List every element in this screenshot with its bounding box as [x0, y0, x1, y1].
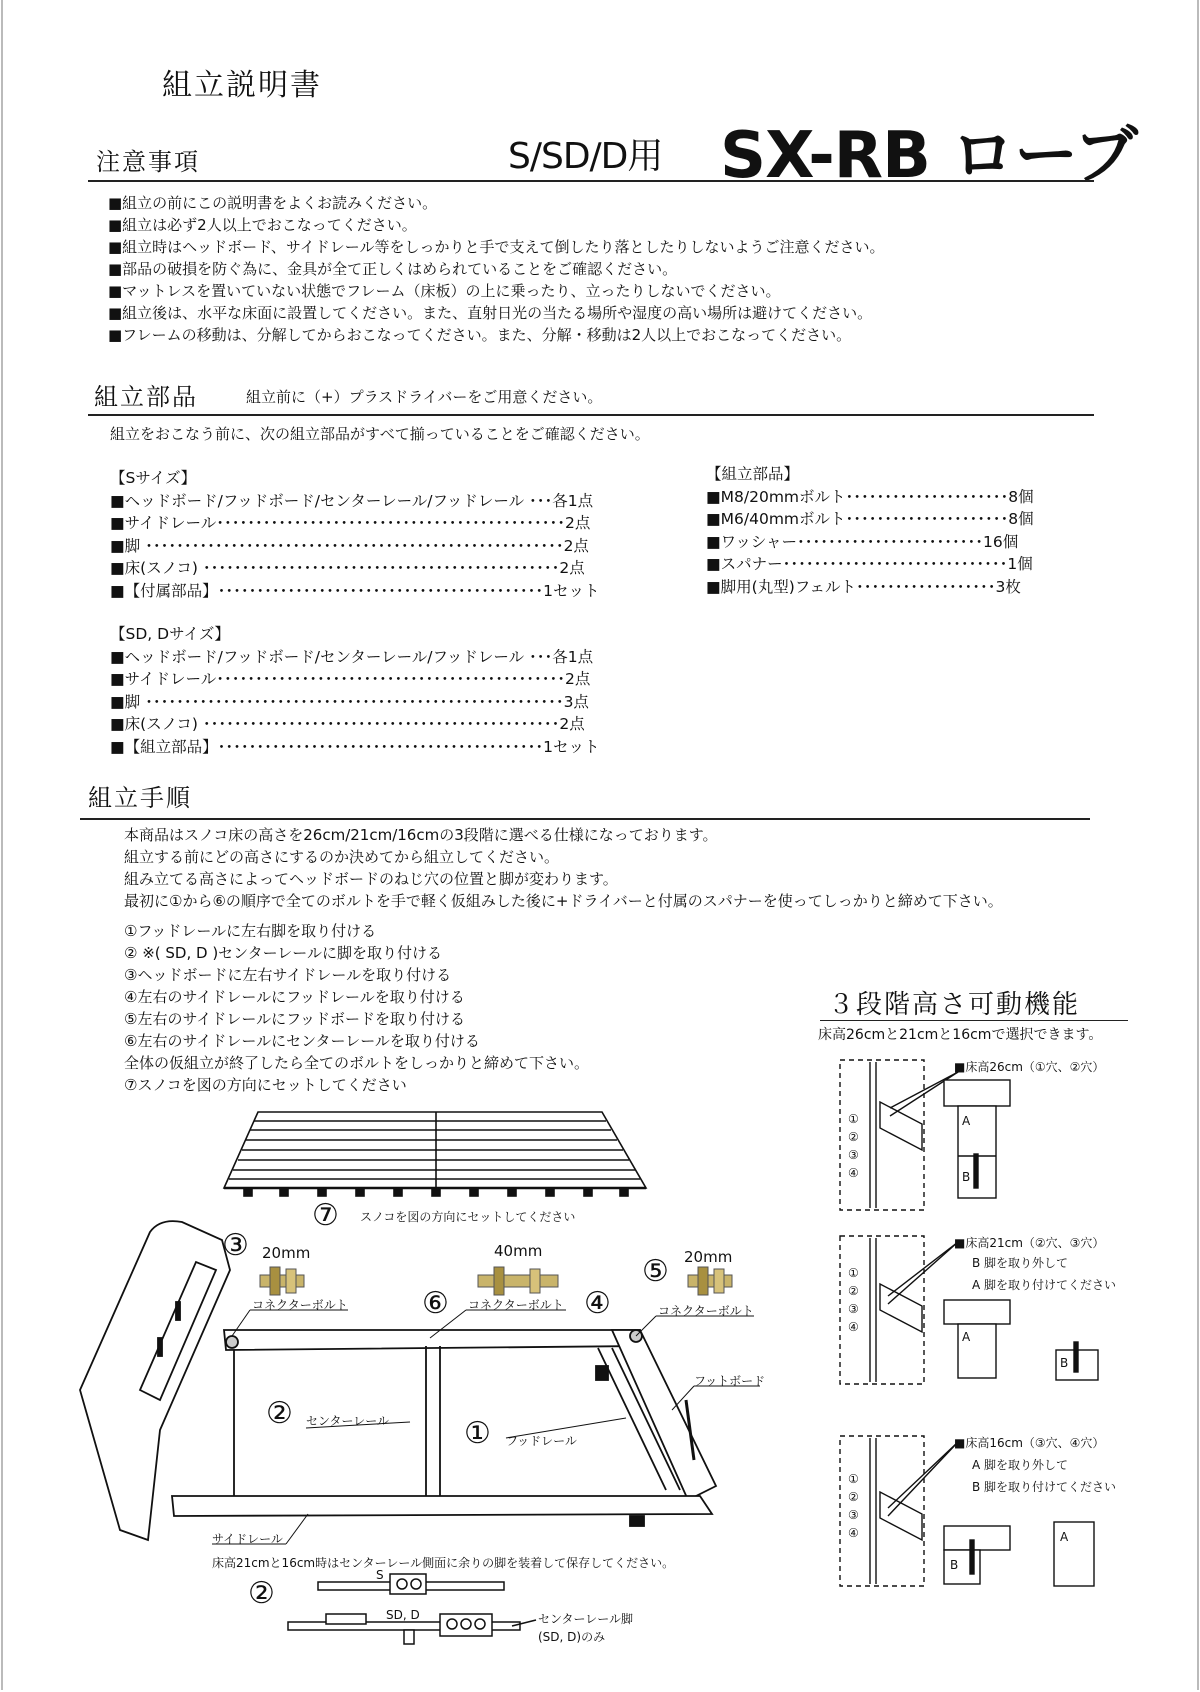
hardware-item: ■M6/40mmボルト･････････････････････8個 — [706, 510, 1034, 528]
procedure-step: ⑤左右のサイドレールにフッドボードを取り付ける — [124, 1010, 466, 1028]
step7-number: ⑦ — [312, 1198, 339, 1233]
procedure-step: 全体の仮組立が終了したら全てのボルトをしっかりと締めて下さい。 — [124, 1054, 590, 1072]
part-item: ■脚 ･･････････････････････････････････････････････････････3点 — [110, 692, 589, 711]
hardware-item: ■スパナー･････････････････････････････1個 — [706, 555, 1033, 573]
step2-number: ② — [266, 1396, 293, 1431]
caution-item: ■組立後は、水平な床面に設置してください。また、直射日光の当たる場所や湿度の高い場所は避けてください。 — [108, 304, 873, 322]
caution-item: ■組立の前にこの説明書をよくお読みください。 — [108, 194, 438, 212]
part-item: ■床(スノコ) ･･････････････････････････････････････････････2点 — [110, 715, 585, 733]
leg-a-label: A — [962, 1330, 971, 1344]
slat-note: スノコを図の方向にセットしてください — [360, 1210, 576, 1224]
procedure-step: ⑦スノコを図の方向にセットしてください — [124, 1076, 407, 1094]
hole-4-label: ④ — [848, 1320, 859, 1334]
part-item: ■【付属部品】･･････････････････････････････････････････1セット — [110, 581, 600, 600]
procedure-title: 組立手順 — [88, 784, 192, 812]
procedure-intro-line: 本商品はスノコ床の高さを26cm/21cm/16cmの3段階に選べる仕様になっております。 — [124, 826, 718, 844]
hole-3-label: ③ — [848, 1148, 859, 1162]
part-item: ■サイドレール･････････････････････････････････････････････2点 — [110, 670, 591, 688]
s-size-heading: 【Sサイズ】 — [110, 469, 197, 487]
leg-a-label: A — [962, 1114, 971, 1128]
hole-1-label: ① — [848, 1472, 859, 1486]
hole-2-label: ② — [848, 1490, 859, 1504]
step6-number: ⑥ — [422, 1286, 449, 1321]
procedure-step: ④左右のサイドレールにフッドレールを取り付ける — [124, 988, 465, 1006]
part-item: ■【組立部品】･･････････････････････････････････････････1セット — [110, 737, 600, 756]
part-item: ■脚 ･･････････････････････････････････････････････････････2点 — [110, 536, 589, 555]
side-rail-label: サイドレール — [212, 1532, 283, 1546]
caution-item: ■マットレスを置いていない状態でフレーム（床板）の上に乗ったり、立ったりしないでください。 — [108, 282, 781, 300]
step4-number: ④ — [584, 1286, 611, 1321]
hole-3-label: ③ — [848, 1302, 859, 1316]
sd-d-size-heading: 【SD, Dサイズ】 — [110, 625, 230, 643]
part-item: ■ヘッドボード/フッドボード/センターレール/フッドレール ･･･各1点 — [110, 491, 594, 510]
size-s-label: S — [376, 1568, 384, 1582]
hole-2-label: ② — [848, 1284, 859, 1298]
part-item: ■床(スノコ) ･･････････････････････････････････････････････2点 — [110, 559, 585, 577]
hole-3-label: ③ — [848, 1508, 859, 1522]
center-rail-label: センターレール — [306, 1414, 390, 1428]
height-title: ３段階高さ可動機能 — [828, 990, 1081, 1020]
height-16-note2: B 脚を取り付けてください — [972, 1480, 1117, 1494]
foot-rail-label: フッドレール — [506, 1434, 577, 1448]
bottom-step2-number: ② — [248, 1576, 275, 1611]
bolt3-size: 20mm — [262, 1244, 311, 1262]
hole-4-label: ④ — [848, 1166, 859, 1180]
model-name: SX-RB ローブ — [720, 119, 1137, 193]
leg-b-label: B — [962, 1170, 971, 1184]
bolt6-size: 40mm — [494, 1242, 543, 1260]
caution-item: ■組立時はヘッドボード、サイドレール等をしっかりと手で支えて倒したり落としたりしないようご注意ください。 — [108, 238, 885, 256]
hole-4-label: ④ — [848, 1526, 859, 1540]
bolt5-size: 20mm — [684, 1248, 733, 1266]
procedure-step: ② ※( SD, D )センターレールに脚を取り付ける — [124, 944, 442, 962]
procedure-intro-line: 組立する前にどの高さにするのか決めてから組立してください。 — [124, 848, 560, 866]
cautions-title: 注意事項 — [96, 148, 200, 176]
procedure-step: ③ヘッドボードに左右サイドレールを取り付ける — [124, 966, 452, 984]
hardware-item: ■ワッシャー････････････････････････16個 — [706, 532, 1019, 551]
leg-b-label: B — [950, 1558, 959, 1572]
procedure-step: ⑥左右のサイドレールにセンターレールを取り付ける — [124, 1032, 480, 1050]
leg-a-label: A — [1060, 1530, 1069, 1544]
height-16-label: ■床高16cm（③穴、④穴） — [954, 1436, 1105, 1450]
height-21-label: ■床高21cm（②穴、③穴） — [954, 1236, 1105, 1250]
parts-title: 組立部品 — [94, 383, 198, 411]
hole-1-label: ① — [848, 1266, 859, 1280]
model-sizes: S/SD/D用 — [508, 136, 663, 177]
tool-note: 組立前に（+）プラスドライバーをご用意ください。 — [246, 388, 603, 406]
document-title: 組立説明書 — [162, 68, 322, 103]
hole-2-label: ② — [848, 1130, 859, 1144]
caution-item: ■組立は必ず2人以上でおこなってください。 — [108, 216, 417, 234]
height-subtitle: 床高26cmと21cmと16cmで選択できます。 — [818, 1027, 1103, 1043]
height-26-label: ■床高26cm（①穴、②穴） — [954, 1060, 1105, 1074]
part-item: ■サイドレール･････････････････････････････････････････････2点 — [110, 514, 591, 532]
footboard-label: フットボード — [694, 1374, 766, 1388]
step3-number: ③ — [222, 1228, 249, 1263]
step5-number: ⑤ — [642, 1254, 669, 1289]
connector-bolt-label-right: コネクターボルト — [658, 1304, 754, 1318]
part-item: ■ヘッドボード/フッドボード/センターレール/フッドレール ･･･各1点 — [110, 647, 594, 666]
hardware-heading: 【組立部品】 — [706, 465, 800, 483]
storage-note: 床高21cmと16cm時はセンターレール側面に余りの脚を装着して保存してください。 — [212, 1556, 675, 1570]
procedure-intro-line: 組み立てる高さによってヘッドボードのねじ穴の位置と脚が変わります。 — [124, 870, 618, 888]
height-21-note2: A 脚を取り付けてください — [972, 1278, 1117, 1292]
center-leg-note: (SD, D)のみ — [538, 1630, 606, 1644]
size-sd-d-label: SD, D — [386, 1608, 420, 1622]
hole-1-label: ① — [848, 1112, 859, 1126]
hardware-item: ■M8/20mmボルト･････････････････････8個 — [706, 487, 1034, 506]
caution-item: ■部品の破損を防ぐ為に、金具が全て正しくはめられていることをご確認ください。 — [108, 260, 678, 278]
procedure-intro-line: 最初に①から⑥の順序で全てのボルトを手で軽く仮組みした後に+ドライバーと付属のスパナーを使ってしっかりと締めて下さい。 — [124, 892, 1003, 910]
parts-intro: 組立をおこなう前に、次の組立部品がすべて揃っていることをご確認ください。 — [110, 425, 650, 443]
center-leg-label: センターレール脚 — [538, 1612, 634, 1626]
leg-b-label: B — [1060, 1356, 1069, 1370]
connector-bolt-label-left: コネクターボルト — [252, 1298, 348, 1312]
connector-bolt-label-center: コネクターボルト — [468, 1298, 564, 1312]
hardware-item: ■脚用(丸型)フェルト･･････････････････3枚 — [706, 577, 1021, 596]
step1-number: ① — [464, 1416, 491, 1451]
caution-item: ■フレームの移動は、分解してからおこなってください。また、分解・移動は2人以上でおこなってください。 — [108, 326, 852, 344]
procedure-step: ①フッドレールに左右脚を取り付ける — [124, 922, 377, 940]
height-21-note1: B 脚を取り外して — [972, 1256, 1069, 1270]
height-16-note1: A 脚を取り外して — [972, 1458, 1069, 1472]
